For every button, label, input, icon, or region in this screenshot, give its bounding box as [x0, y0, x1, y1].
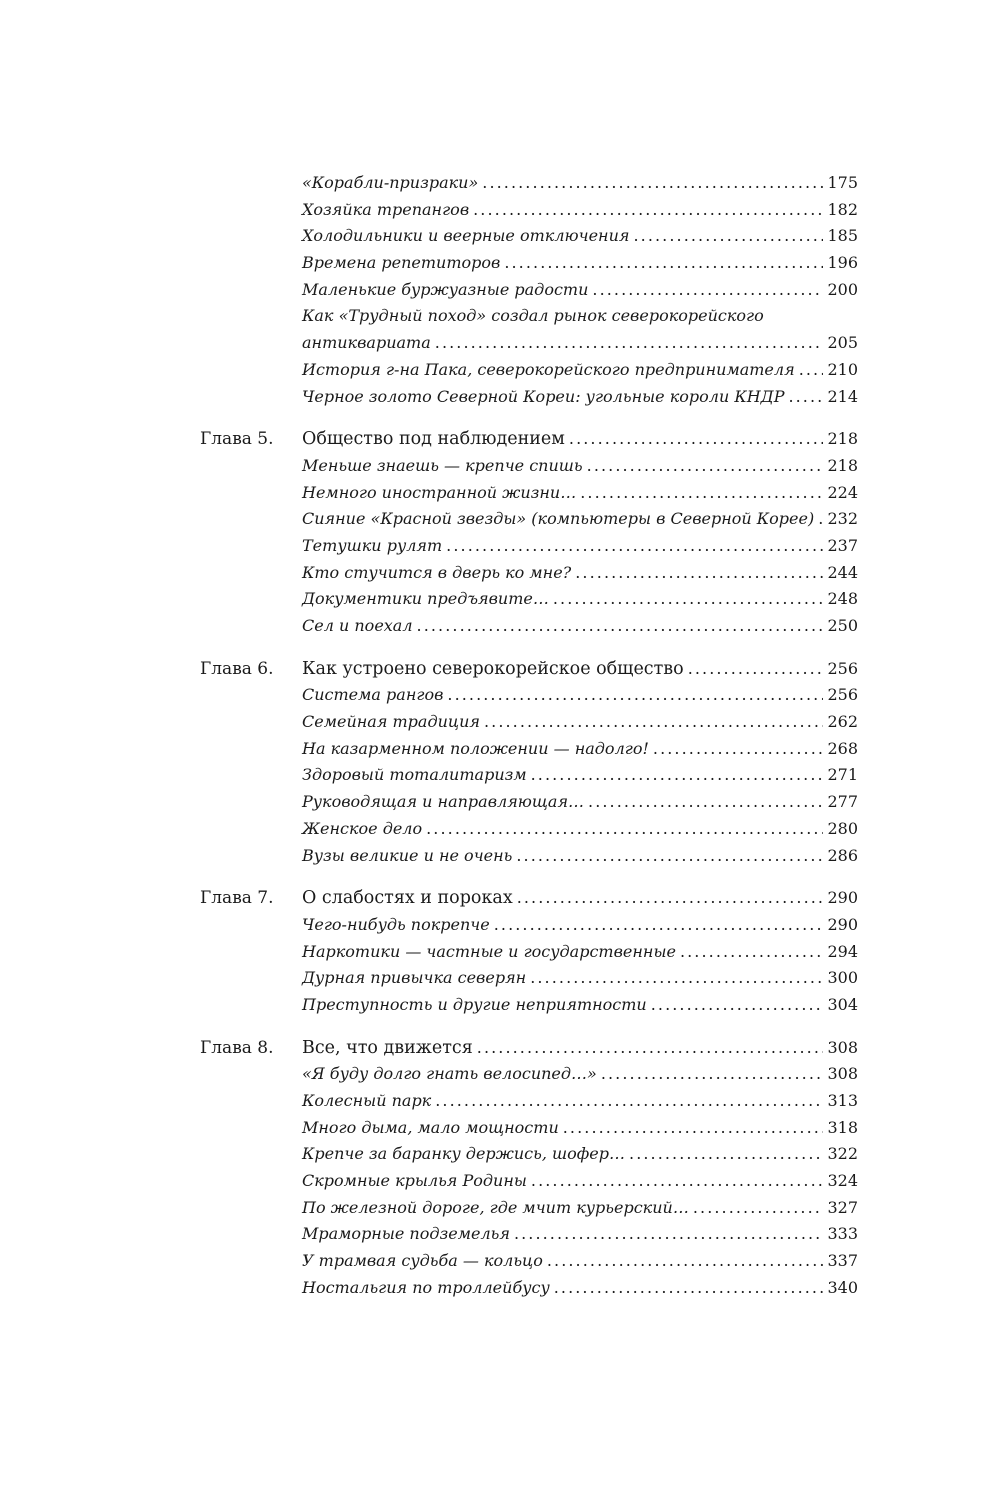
toc-entry-title: Кто стучится в дверь ко мне? — [302, 562, 572, 582]
toc-entry-wrapped-line1[interactable] — [302, 303, 858, 330]
chapter-page: 308 — [827, 1037, 858, 1057]
toc-entry-title: Руководящая и направляющая… — [302, 792, 585, 812]
toc-entry-page: 196 — [827, 253, 858, 273]
toc-entry-title: «Я буду долго гнать велосипед…» — [302, 1064, 597, 1084]
toc-entry[interactable] — [302, 992, 858, 1019]
toc-entry-title: Наркотики — частные и государственные — [302, 941, 676, 961]
toc-entry-page: 248 — [827, 589, 858, 609]
leader-dots — [531, 1168, 824, 1195]
leader-dots — [484, 709, 823, 736]
toc-entry[interactable] — [302, 816, 858, 843]
toc-entry[interactable] — [302, 480, 858, 507]
leader-dots — [447, 682, 823, 709]
toc-entry-page: 224 — [827, 482, 858, 502]
toc-entry-page: 333 — [827, 1224, 858, 1244]
toc-entry-title: Сел и поехал — [302, 616, 413, 635]
leader-dots — [587, 453, 824, 480]
toc-entry[interactable] — [302, 789, 858, 816]
toc-entry-title: «Корабли-призраки» — [302, 173, 479, 192]
toc-entry-title: Сияние «Красной звезды» (компьютеры в Северной Корее) — [302, 509, 815, 529]
toc-entry-title: Тетушки рулят — [302, 535, 443, 555]
toc-entry[interactable] — [302, 762, 858, 789]
toc-entry-page: 210 — [827, 359, 858, 379]
toc-entry[interactable] — [302, 197, 858, 224]
toc-entry-page: 304 — [827, 994, 858, 1014]
leader-dots — [601, 1061, 824, 1088]
leader-dots — [477, 1035, 824, 1062]
toc-entry-page: 324 — [827, 1171, 858, 1191]
toc-entry[interactable] — [302, 1248, 858, 1275]
toc-entry-title: антиквариата — [302, 333, 431, 353]
toc-entry-page: 237 — [827, 535, 858, 555]
leader-dots — [531, 762, 824, 789]
toc-entry[interactable] — [302, 843, 858, 870]
leader-dots — [569, 426, 824, 453]
toc-entry-title: Немного иностранной жизни… — [302, 482, 577, 502]
toc-entry[interactable] — [302, 1115, 858, 1142]
chapter-title: Как устроено северокорейское общество — [302, 658, 684, 679]
leader-dots — [651, 992, 824, 1019]
toc-entry[interactable] — [302, 682, 858, 709]
chapter-label: Глава 8. — [200, 1037, 274, 1058]
toc-entry-page: 271 — [827, 765, 858, 785]
leader-dots — [417, 613, 824, 640]
toc-entry[interactable] — [302, 613, 858, 640]
toc-entry-title: Документики предъявите… — [302, 589, 549, 609]
toc-entry-page: 290 — [827, 914, 858, 934]
toc-entry-page: 262 — [827, 712, 858, 732]
toc-entry[interactable] — [302, 912, 858, 939]
table-of-contents — [0, 170, 1000, 1302]
toc-entry-page: 250 — [827, 616, 858, 635]
toc-entry-title: Ностальгия по троллейбусу — [302, 1277, 550, 1297]
toc-entry-page: 337 — [827, 1251, 858, 1271]
leader-dots — [553, 586, 824, 613]
toc-entry-page: 300 — [827, 968, 858, 988]
toc-entry-title: Здоровый тоталитаризм — [302, 765, 527, 785]
chapter-page: 218 — [827, 429, 858, 449]
toc-entry[interactable] — [302, 939, 858, 966]
toc-entry[interactable] — [302, 533, 858, 560]
toc-entry-page: 280 — [827, 818, 858, 838]
toc-entry[interactable] — [302, 1221, 858, 1248]
toc-entry-page: 308 — [827, 1064, 858, 1084]
toc-entry-page: 205 — [827, 333, 858, 353]
toc-entry-page: 256 — [827, 685, 858, 705]
toc-entry-page: 244 — [827, 562, 858, 582]
chapter-title: О слабостях и пороках — [302, 888, 513, 909]
leader-dots — [530, 965, 823, 992]
leader-dots — [473, 197, 823, 224]
toc-entry[interactable] — [302, 250, 858, 277]
toc-entry[interactable] — [302, 170, 858, 197]
toc-entry-title: По железной дороге, где мчит курьерский… — [302, 1197, 689, 1217]
chapter-label: Глава 6. — [200, 658, 274, 679]
toc-entry-wrapped-line2[interactable] — [302, 330, 858, 357]
toc-entry-page: 318 — [827, 1117, 858, 1137]
toc-entry-page: 214 — [827, 386, 858, 406]
chapter-heading[interactable] — [0, 885, 858, 912]
toc-entry[interactable] — [302, 1088, 858, 1115]
chapter-label: Глава 7. — [200, 888, 274, 909]
leader-dots — [514, 1221, 824, 1248]
toc-entry-title: Преступность и другие неприятности — [302, 994, 647, 1014]
toc-entry[interactable] — [302, 586, 858, 613]
toc-entry-title: Вузы великие и не очень — [302, 845, 513, 865]
toc-entry-title: Холодильники и веерные отключения — [302, 226, 630, 246]
toc-entry-title: Женское дело — [302, 818, 423, 838]
toc-entry-title: Дурная привычка северян — [302, 968, 527, 988]
toc-entry[interactable] — [302, 1168, 858, 1195]
leader-dots — [554, 1275, 824, 1302]
leader-dots — [482, 170, 823, 197]
leader-dots — [494, 912, 824, 939]
leader-dots — [580, 480, 823, 507]
leader-dots — [563, 1115, 824, 1142]
toc-entry[interactable] — [302, 709, 858, 736]
leader-dots — [435, 330, 824, 357]
chapter-page: 290 — [827, 888, 858, 908]
leader-dots — [575, 560, 823, 587]
toc-entry[interactable] — [302, 1195, 858, 1222]
toc-entry-page: 277 — [827, 792, 858, 812]
leader-dots — [517, 885, 824, 912]
toc-entry[interactable] — [302, 965, 858, 992]
toc-entry-page: 218 — [827, 455, 858, 475]
toc-entry-title: Система рангов — [302, 685, 444, 705]
leader-dots — [680, 939, 824, 966]
toc-entry-page: 313 — [827, 1091, 858, 1110]
toc-entry-title: У трамвая судьба — кольцо — [302, 1251, 543, 1271]
toc-entry-title: Чего-нибудь покрепче — [302, 914, 490, 934]
toc-entry-title: Скромные крылья Родины — [302, 1171, 527, 1191]
toc-entry-title: На казарменном положении — надолго! — [302, 738, 649, 758]
toc-entry-title: История г-на Пака, северокорейского предпринимателя — [302, 359, 795, 379]
toc-entry-title: Семейная традиция — [302, 712, 480, 732]
chapter-title: Общество под наблюдением — [302, 429, 565, 450]
toc-entry-page: 175 — [827, 173, 858, 192]
chapter-page: 256 — [827, 658, 858, 678]
chapter-heading[interactable] — [0, 1035, 858, 1062]
toc-entry-page: 327 — [827, 1197, 858, 1217]
leader-dots — [435, 1088, 823, 1115]
toc-entry[interactable] — [302, 384, 858, 411]
toc-entry[interactable] — [302, 560, 858, 587]
leader-dots — [547, 1248, 824, 1275]
leader-dots — [633, 223, 823, 250]
toc-entry-title: Мраморные подземелья — [302, 1224, 510, 1244]
toc-entry-title: Меньше знаешь — крепче спишь — [302, 455, 583, 475]
leader-dots — [788, 384, 823, 411]
leader-dots — [799, 357, 824, 384]
toc-entry[interactable] — [302, 506, 858, 533]
leader-dots — [688, 656, 824, 683]
leader-dots — [588, 789, 823, 816]
leader-dots — [629, 1141, 823, 1168]
chapter-heading[interactable] — [0, 426, 858, 453]
toc-entry-page: 340 — [827, 1277, 858, 1297]
leader-dots — [818, 506, 823, 533]
leader-dots — [592, 277, 823, 304]
toc-entry[interactable] — [302, 453, 858, 480]
toc-entry-page: 268 — [827, 738, 858, 758]
toc-entry-title: Хозяйка трепангов — [302, 199, 470, 219]
toc-entry-title: Много дыма, мало мощности — [302, 1117, 559, 1137]
toc-entry-title: Маленькие буржуазные радости — [302, 279, 589, 299]
toc-entry[interactable] — [302, 357, 858, 384]
toc-entry[interactable] — [302, 736, 858, 763]
chapter-heading[interactable] — [0, 656, 858, 683]
toc-entry[interactable] — [302, 223, 858, 250]
leader-dots — [446, 533, 823, 560]
chapter-label: Глава 5. — [200, 429, 274, 450]
leader-dots — [504, 250, 823, 277]
toc-entry-page: 182 — [827, 199, 858, 219]
toc-entry-title: Времена репетиторов — [302, 253, 501, 273]
leader-dots — [653, 736, 824, 763]
toc-entry-page: 185 — [827, 226, 858, 246]
leader-dots — [426, 816, 823, 843]
toc-entry-title: Черное золото Северной Кореи: угольные короли КНДР — [302, 386, 785, 406]
toc-entry[interactable] — [302, 1141, 858, 1168]
toc-entry-title: Как «Трудный поход» создал рынок северокорейского — [302, 306, 764, 326]
toc-entry-page: 232 — [827, 509, 858, 529]
toc-entry-page: 294 — [827, 941, 858, 961]
toc-entry-page: 286 — [827, 845, 858, 865]
leader-dots — [516, 843, 823, 870]
chapter-title: Все, что движется — [302, 1037, 473, 1058]
leader-dots — [693, 1195, 824, 1222]
toc-entry-page: 200 — [827, 279, 858, 299]
toc-entry[interactable] — [302, 277, 858, 304]
toc-entry[interactable] — [302, 1275, 858, 1302]
toc-entry[interactable] — [302, 1061, 858, 1088]
toc-entry-page: 322 — [827, 1144, 858, 1164]
toc-entry-title: Колесный парк — [302, 1091, 432, 1110]
toc-entry-title: Крепче за баранку держись, шофер… — [302, 1144, 626, 1164]
